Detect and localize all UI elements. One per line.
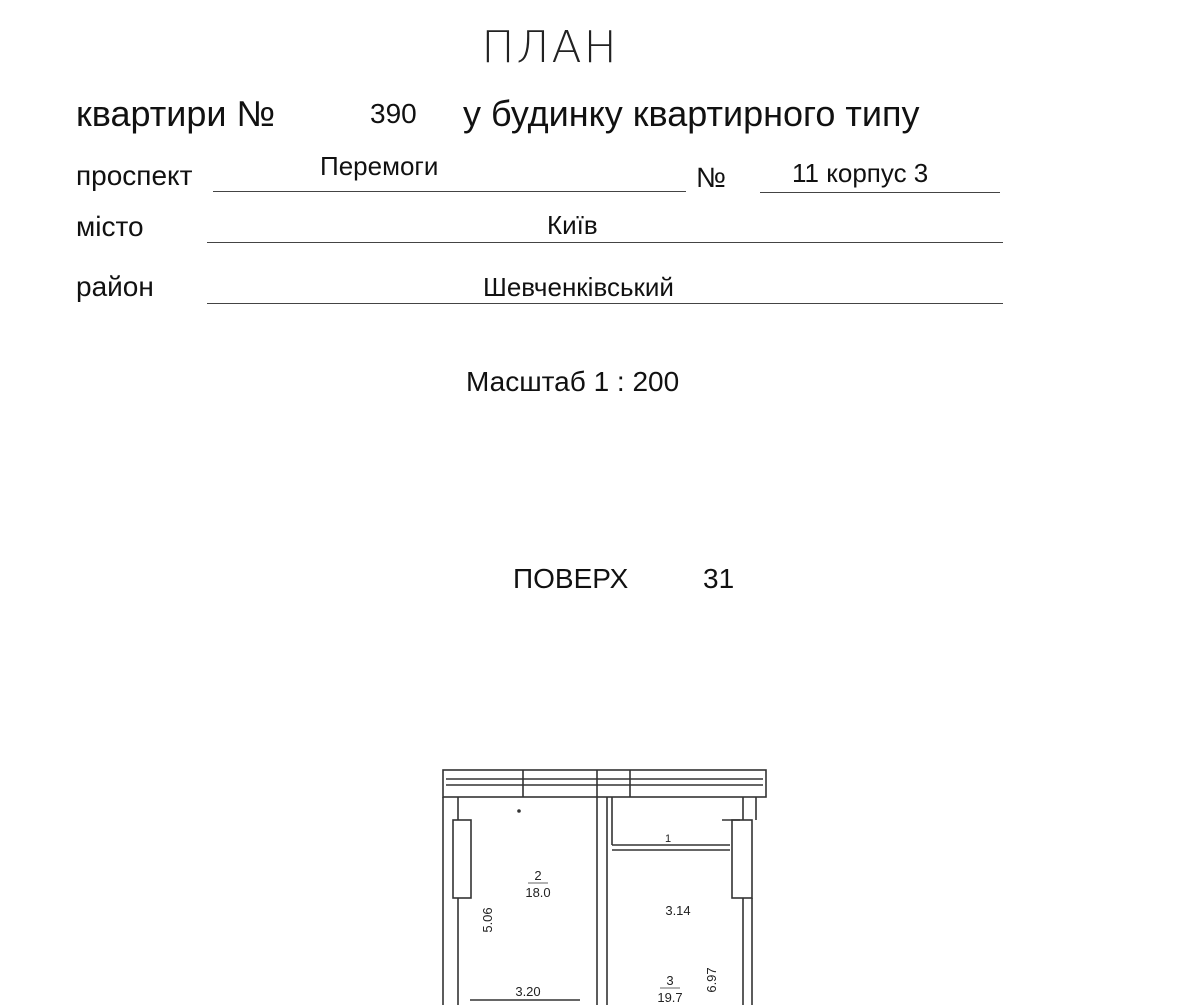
balcony-frame [443, 770, 766, 797]
avenue-label: проспект [76, 160, 193, 191]
floor-label: ПОВЕРХ [513, 563, 629, 594]
number-value: 11 корпус 3 [792, 158, 929, 188]
building-type: у будинку квартирного типу [463, 93, 920, 134]
room3-length: 6.97 [704, 967, 719, 993]
room3-number: 3 [666, 973, 674, 988]
district-label: район [76, 271, 154, 302]
apartment-number: 390 [370, 98, 417, 129]
city-value: Київ [547, 210, 598, 240]
scale-text: Масштаб 1 : 200 [466, 366, 680, 397]
district-value: Шевченківський [483, 272, 674, 302]
floor-number: 31 [703, 563, 735, 594]
room2-length: 5.06 [480, 907, 495, 933]
room3-dimension: 3.14 [665, 903, 691, 918]
room3-area: 19.7 [657, 990, 683, 1005]
city-label: місто [76, 211, 144, 242]
right-column [732, 820, 752, 898]
number-label: № [696, 162, 727, 193]
document-title: ПЛАН [481, 22, 619, 73]
left-column [453, 820, 471, 898]
room2-width: 3.20 [515, 984, 541, 999]
avenue-value: Перемоги [320, 151, 439, 181]
balcony-number: 1 [664, 833, 672, 845]
room2-area: 18.0 [525, 885, 551, 900]
apartment-label: квартири № [76, 93, 276, 134]
room2-number: 2 [534, 868, 542, 883]
